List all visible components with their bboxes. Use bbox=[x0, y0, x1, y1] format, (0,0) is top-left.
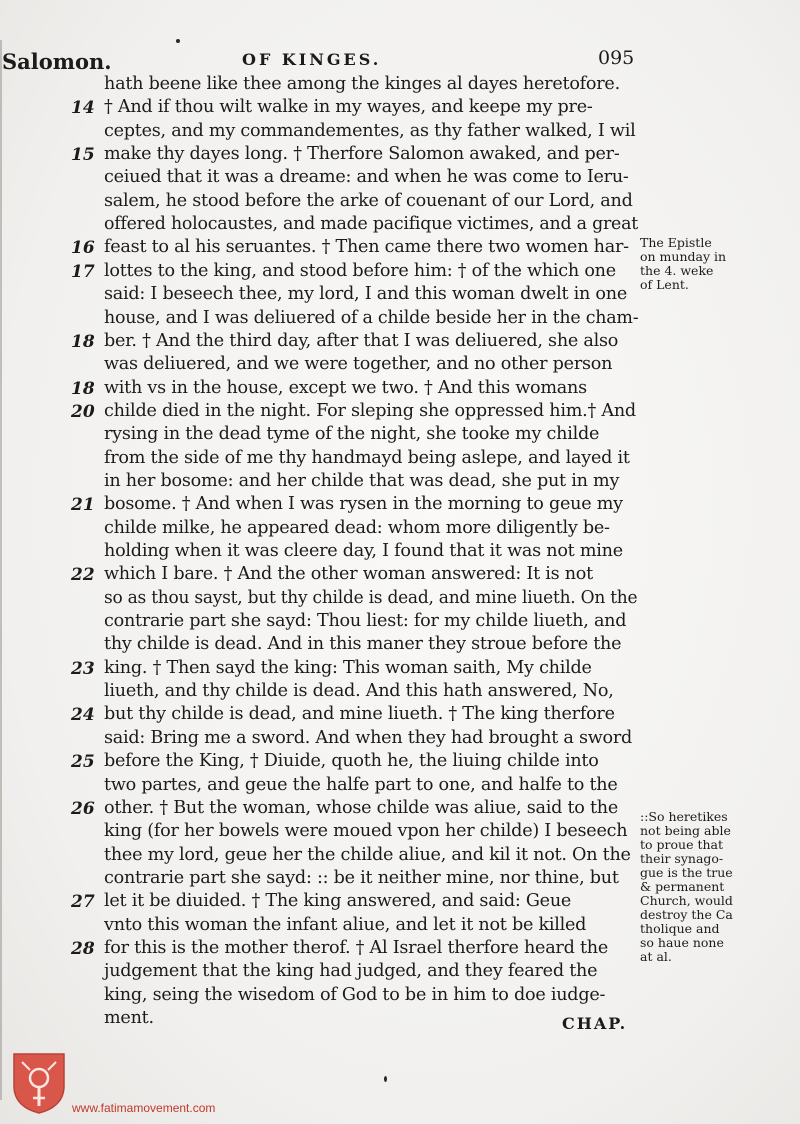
text-line: bosome. † And when I was rysen in the morning to geue my bbox=[104, 494, 623, 515]
verse-number: 18 bbox=[71, 378, 95, 399]
verse-number: 17 bbox=[71, 261, 95, 282]
text-line: thee my lord, geue her the childe aliue, and kil it not. On the bbox=[104, 844, 631, 865]
text-line: offered holocaustes, and made pacifique victimes, and a great bbox=[104, 214, 638, 235]
text-line: salem, he stood before the arke of couenant of our Lord, and bbox=[104, 190, 633, 211]
verse-number: 26 bbox=[71, 798, 95, 819]
margin-note-heretikes bbox=[640, 810, 795, 964]
text-line: ber. † And the third day, after that I was deliuered, she also bbox=[104, 330, 619, 351]
text-line: feast to al his seruantes. † Then came there two women har- bbox=[104, 237, 629, 258]
papal-seal-icon bbox=[12, 1052, 66, 1114]
margin-note-line: so haue none bbox=[640, 935, 724, 950]
text-line: was deliuered, and we were together, and no other person bbox=[104, 354, 613, 375]
margin-note-line: ::So heretikes bbox=[640, 809, 728, 824]
verse-number: 27 bbox=[71, 892, 95, 913]
text-line: before the King, † Diuide, quoth he, the liuing childe into bbox=[104, 751, 599, 772]
text-line: thy childe is dead. And in this maner they stroue before the bbox=[104, 634, 622, 655]
verse-number: 21 bbox=[71, 495, 95, 516]
text-line: contrarie part she sayd: :: be it neither mine, nor thine, but bbox=[104, 867, 619, 888]
verse-number: 28 bbox=[71, 938, 95, 959]
text-line: so as thou sayst, but thy childe is dead, and mine liueth. On the bbox=[104, 587, 638, 608]
text-line: in her bosome: and her childe that was dead, she put in my bbox=[104, 470, 620, 491]
text-line: lottes to the king, and stood before him: † of the which one bbox=[104, 260, 616, 281]
text-line: let it be diuided. † The king answered, and said: Geue bbox=[104, 891, 572, 912]
margin-note-line: to proue that bbox=[640, 837, 723, 852]
margin-note-line: & permanent bbox=[640, 879, 725, 894]
text-line: but thy childe is dead, and mine liueth. † The king therfore bbox=[104, 704, 615, 725]
verse-number: 24 bbox=[71, 705, 95, 726]
verse-number: 23 bbox=[71, 658, 95, 679]
verse-number: 15 bbox=[71, 145, 95, 166]
ink-speck bbox=[176, 39, 180, 43]
verse-number: 25 bbox=[71, 752, 95, 773]
text-line: rysing in the dead tyme of the night, she tooke my childe bbox=[104, 424, 600, 445]
text-line: holding when it was cleere day, I found that it was not mine bbox=[104, 541, 623, 561]
verse-number: 18 bbox=[71, 331, 95, 352]
text-line: other. † But the woman, whose childe was aliue, said to the bbox=[104, 797, 619, 818]
text-line: said: Bring me a sword. And when they had brought a sword bbox=[104, 727, 633, 748]
verse-number: 14 bbox=[71, 98, 95, 119]
text-line: from the side of me thy handmayd being aslepe, and layed it bbox=[104, 447, 630, 468]
verse-number: 22 bbox=[71, 565, 95, 586]
page-title: OF KINGES. bbox=[242, 50, 382, 69]
text-line: ceiued that it was a dreame: and when he was come to Ieru- bbox=[104, 167, 629, 188]
text-line: † And if thou wilt walke in my wayes, and keepe my pre- bbox=[104, 97, 593, 118]
verse-number: 16 bbox=[71, 238, 95, 259]
catchword: CHAP. bbox=[562, 1014, 628, 1033]
text-line: hath beene like thee among the kinges al dayes heretofore. bbox=[104, 74, 620, 94]
text-line: which I bare. † And the other woman answered: It is not bbox=[104, 564, 593, 585]
text-line: said: I beseech thee, my lord, I and this woman dwelt in one bbox=[104, 284, 628, 305]
text-line: for this is the mother therof. † Al Israel therfore heard the bbox=[104, 937, 609, 958]
text-line: liueth, and thy childe is dead. And this hath answered, No, bbox=[104, 681, 614, 702]
folio-number: 095 bbox=[598, 47, 635, 69]
page-header bbox=[0, 45, 800, 73]
margin-note-line: The Epistle bbox=[640, 235, 712, 250]
margin-note-line: on munday in bbox=[640, 249, 727, 264]
margin-note-line: of Lent. bbox=[640, 277, 689, 292]
text-line: ceptes, and my commandementes, as thy father walked, I wil bbox=[104, 120, 636, 141]
margin-note-line: Church, would bbox=[640, 893, 733, 908]
margin-note-line: their synago- bbox=[640, 851, 724, 866]
margin-note-line: not being able bbox=[640, 823, 731, 838]
text-line: with vs in the house, except we two. † And this womans bbox=[104, 377, 587, 398]
margin-note-epistle bbox=[640, 236, 795, 292]
margin-note-line: at al. bbox=[640, 949, 672, 964]
text-line: make thy dayes long. † Therfore Salomon awaked, and per- bbox=[104, 144, 620, 165]
margin-note-line: gue is the true bbox=[640, 865, 733, 880]
text-line: king. † Then sayd the king: This woman saith, My childe bbox=[104, 657, 592, 678]
verse-number: 20 bbox=[71, 401, 95, 422]
ink-speck bbox=[384, 1076, 387, 1082]
margin-note-line: tholique and bbox=[640, 921, 720, 936]
text-line: vnto this woman the infant aliue, and let it not be killed bbox=[104, 914, 587, 935]
text-line: king, seing the wisedom of God to be in him to doe iudge- bbox=[104, 984, 606, 1005]
text-line: two partes, and geue the halfe part to one, and halfe to the bbox=[104, 774, 618, 795]
running-head: Salomon. bbox=[2, 49, 112, 74]
margin-note-line: the 4. weke bbox=[640, 263, 714, 278]
text-line: king (for her bowels were moued vpon her childe) I beseech bbox=[104, 821, 628, 842]
text-line: house, and I was deliuered of a childe beside her in the cham- bbox=[104, 307, 639, 328]
text-line: judgement that the king had judged, and they feared the bbox=[104, 961, 598, 982]
text-line: ment. bbox=[104, 1008, 154, 1028]
text-line: contrarie part she sayd: Thou liest: for my childe liueth, and bbox=[104, 611, 627, 632]
text-line: childe died in the night. For sleping she oppressed him.† And bbox=[104, 400, 636, 421]
page-spine-shadow bbox=[0, 40, 2, 1100]
margin-note-line: destroy the Ca bbox=[640, 907, 733, 922]
text-line: childe milke, he appeared dead: whom more diligently be- bbox=[104, 517, 610, 538]
watermark-url: www.fatimamovement.com bbox=[72, 1101, 216, 1115]
